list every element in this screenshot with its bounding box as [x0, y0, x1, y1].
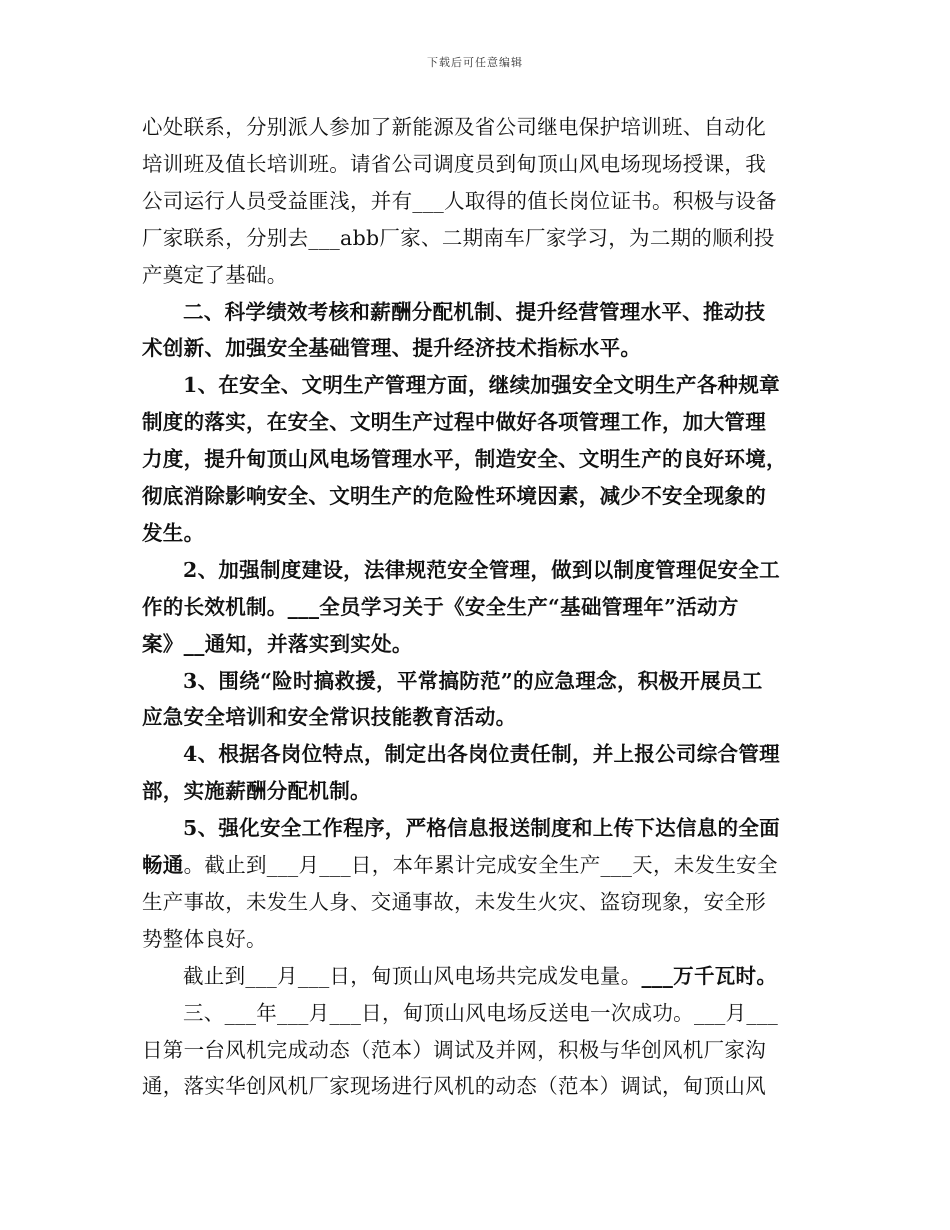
text-line: 力度，提升甸顶山风电场管理水平，制造安全、文明生产的良好环境，	[142, 447, 787, 472]
text-line: 制度的落实，在安全、文明生产过程中做好各项管理工作，加大管理	[142, 410, 766, 435]
text-line: 培训班及值长培训班。请省公司调度员到甸顶山风电场现场授课，我	[142, 151, 766, 176]
text-line: 通，落实华创风机厂家现场进行风机的动态（范本）调试，甸顶山风	[142, 1074, 766, 1099]
text-line: 彻底消除影响安全、文明生产的危险性环境因素，减少不安全现象的	[142, 484, 766, 508]
text-line	[142, 850, 778, 880]
text-line: 2、加强制度建设，法律规范安全管理，做到以制度管理促安全工	[183, 557, 780, 582]
text-line: 生产事故，未发生人身、交通事故，未发生火灾、盗窃现象，安全形	[142, 889, 766, 914]
text-line: 日第一台风机完成动态（范本）调试及并网，积极与华创风机厂家沟	[142, 1037, 766, 1062]
text-line: 产奠定了基础。	[142, 262, 288, 287]
text-line: 作的长效机制。___全员学习关于《安全生产“基础管理年”活动方	[142, 594, 739, 619]
text-line: 3、围绕“险时搞救援，平常搞防范”的应急理念，积极开展员工	[183, 668, 763, 693]
text-line: 1、在安全、文明生产管理方面，继续加强安全文明生产各种规章	[183, 373, 780, 398]
text-line: 二、科学绩效考核和薪酬分配机制、提升经营管理水平、推动技	[183, 299, 766, 324]
text-line: 厂家联系，分别去___abb厂家、二期南车厂家学习，为二期的顺利投	[142, 225, 775, 250]
text-line: 术创新、加强安全基础管理、提升经济技术指标水平。	[142, 336, 642, 361]
text-line: 应急安全培训和安全常识技能教育活动。	[142, 705, 517, 730]
text-line: 心处联系，分别派人参加了新能源及省公司继电保护培训班、自动化	[142, 115, 766, 139]
text-line: 势整体良好。	[142, 926, 267, 951]
text-line: 案》__通知，并落实到实处。	[142, 631, 413, 656]
text-line: 发生。	[142, 520, 205, 545]
page-header: 下载后可任意编辑	[427, 56, 523, 69]
text-line: 4、根据各岗位特点，制定出各岗位责任制，并上报公司综合管理	[183, 742, 780, 767]
text-line: 公司运行人员受益匪浅，并有___人取得的值长岗位证书。积极与设备	[142, 188, 777, 213]
text-segment: ___万千瓦时。	[641, 963, 778, 988]
text-line	[183, 961, 777, 991]
text-line: 部，实施薪酬分配机制。	[142, 779, 371, 804]
text-segment: 。截止到___月___日，本年累计完成安全生产___天，未发生安全	[183, 853, 778, 877]
text-segment: 畅通	[142, 853, 184, 877]
text-line: 5、强化安全工作程序，严格信息报送制度和上传下达信息的全面	[183, 816, 780, 841]
text-line: 三、___年___月___日，甸顶山风电场反送电一次成功。___月___	[183, 1000, 779, 1025]
text-segment: 截止到___月___日，甸顶山风电场共完成发电量。	[183, 963, 642, 988]
